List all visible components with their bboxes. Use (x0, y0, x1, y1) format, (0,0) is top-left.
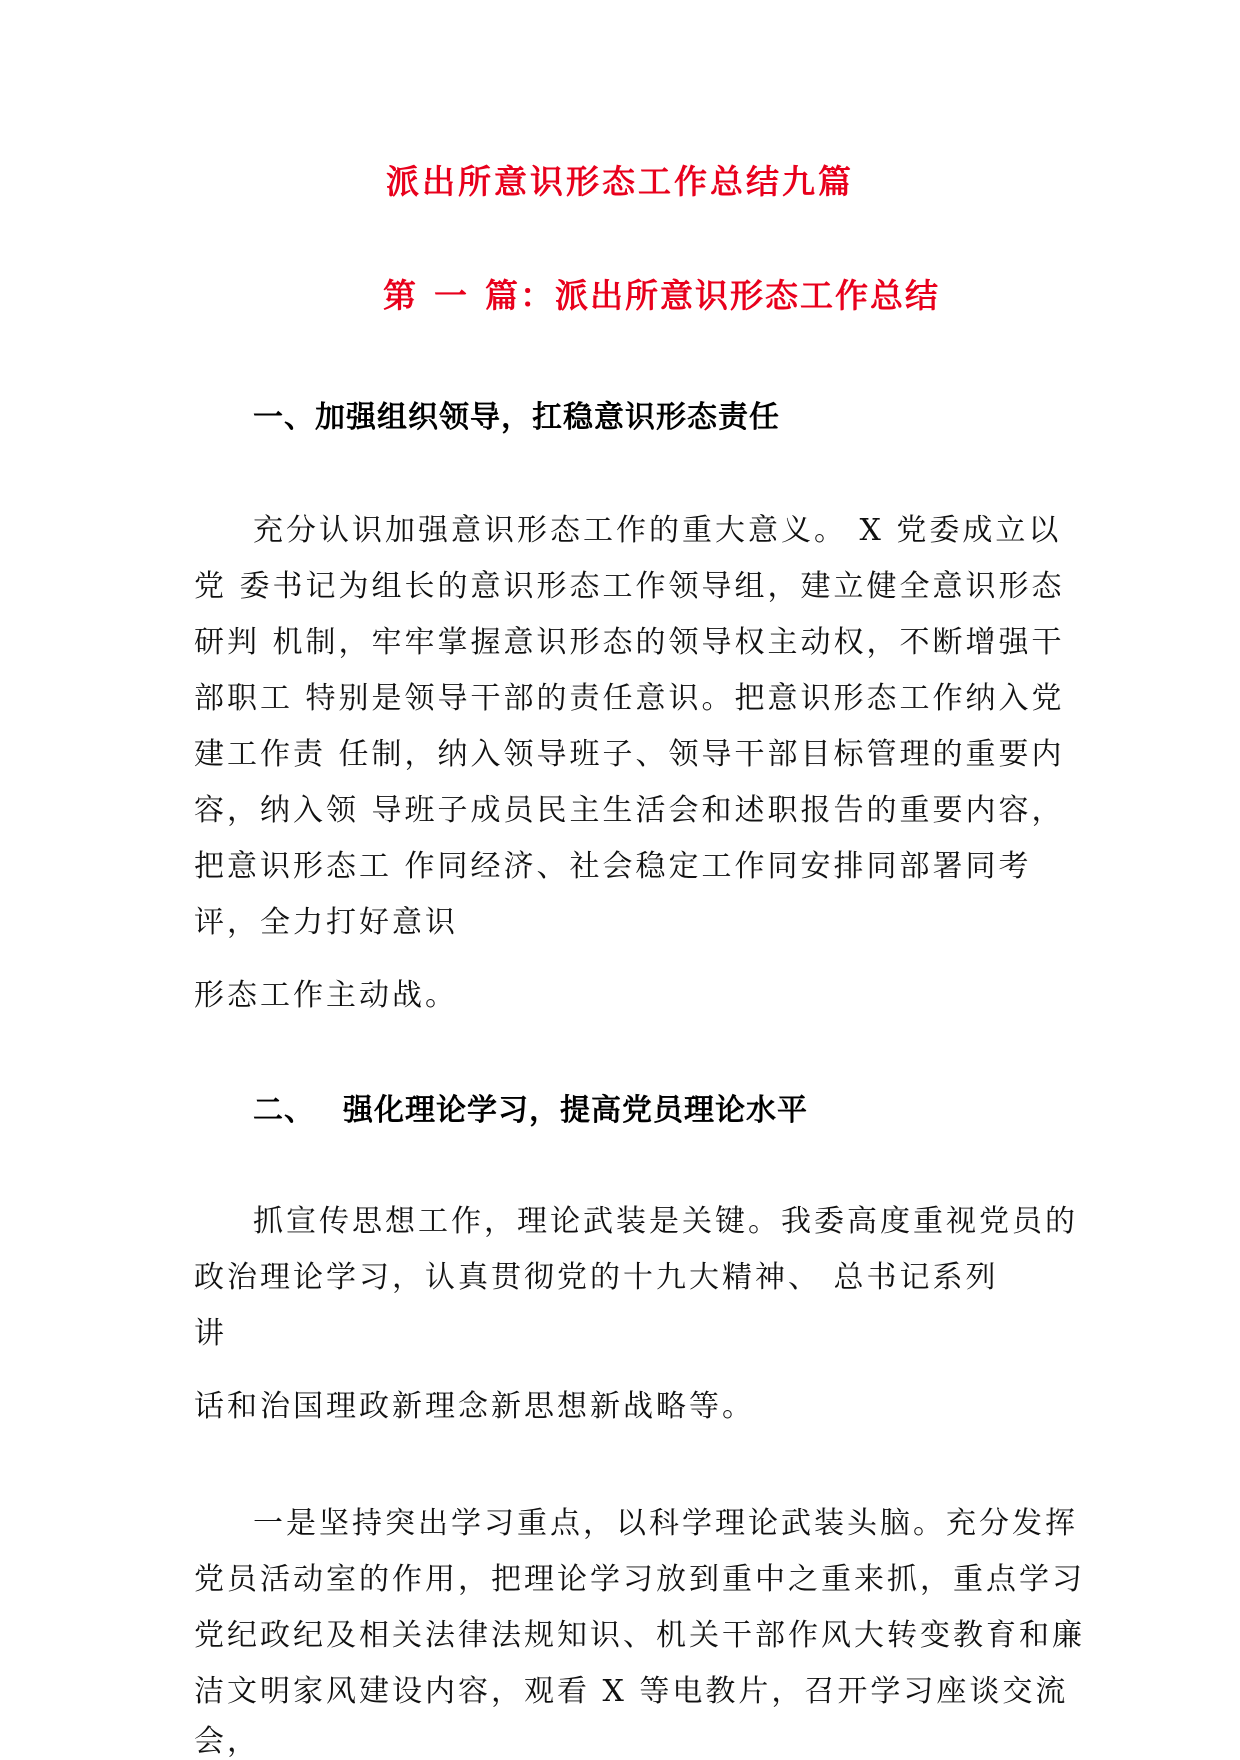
section2-para2-line-4: 洁文明家风建设内容，观看 X 等电教片，召开学习座谈交流 (194, 1674, 1069, 1709)
section2-line-4: 话和治国理政新理念新思想新战略等。 (194, 1389, 755, 1424)
section1-line-7: 把意识形态工 作同经济、社会稳定工作同安排同部署同考 (194, 849, 1032, 884)
section2-para2-line-3: 党纪政纪及相关法律法规知识、机关干部作风大转变教育和廉 (194, 1618, 1085, 1653)
section2-para2-line-2: 党员活动室的作用，把理论学习放到重中之重来抓，重点学习 (194, 1562, 1085, 1597)
section2-heading (253, 1085, 808, 1129)
subtitle-part2: 一 (434, 276, 469, 315)
section1-heading: 一、加强组织领导，扛稳意识形态责任 (253, 400, 780, 435)
section2-heading-number: 二、 (253, 1093, 315, 1128)
section1-line-4: 部职工 特别是领导干部的责任意识。把意识形态工作纳入党 (194, 681, 1065, 716)
section2-line-1: 抓宣传思想工作，理论武装是关键。我委高度重视党员的 (253, 1204, 1078, 1239)
subtitle-part3: 篇：派出所意识形态工作总结 (485, 276, 940, 315)
document-title: 派出所意识形态工作总结九篇 (386, 162, 854, 201)
section2-line-3: 讲 (194, 1316, 227, 1351)
section1-line-5: 建工作责 任制，纳入领导班子、领导干部目标管理的重要内 (194, 737, 1065, 772)
document-subtitle (383, 270, 940, 317)
section1-line-3: 研判 机制，牢牢掌握意识形态的领导权主动权，不断增强干 (194, 625, 1065, 660)
section2-para2-line-1: 一是坚持突出学习重点，以科学理论武装头脑。充分发挥 (253, 1506, 1078, 1541)
section2-heading-text: 强化理论学习，提高党员理论水平 (343, 1093, 808, 1128)
section2-line-2: 政治理论学习，认真贯彻党的十九大精神、 总书记系列 (194, 1260, 999, 1295)
section1-line-1: 充分认识加强意识形态工作的重大意义。 X 党委成立以 (253, 513, 1062, 548)
subtitle-part1: 第 (383, 276, 418, 315)
section2-para2-line-5: 会， (194, 1724, 260, 1759)
section1-line-9: 形态工作主动战。 (194, 978, 458, 1013)
section1-line-8: 评，全力打好意识 (194, 905, 458, 940)
section1-line-2: 党 委书记为组长的意识形态工作领导组，建立健全意识形态 (194, 569, 1065, 604)
section1-line-6: 容，纳入领 导班子成员民主生活会和述职报告的重要内容， (194, 793, 1065, 828)
